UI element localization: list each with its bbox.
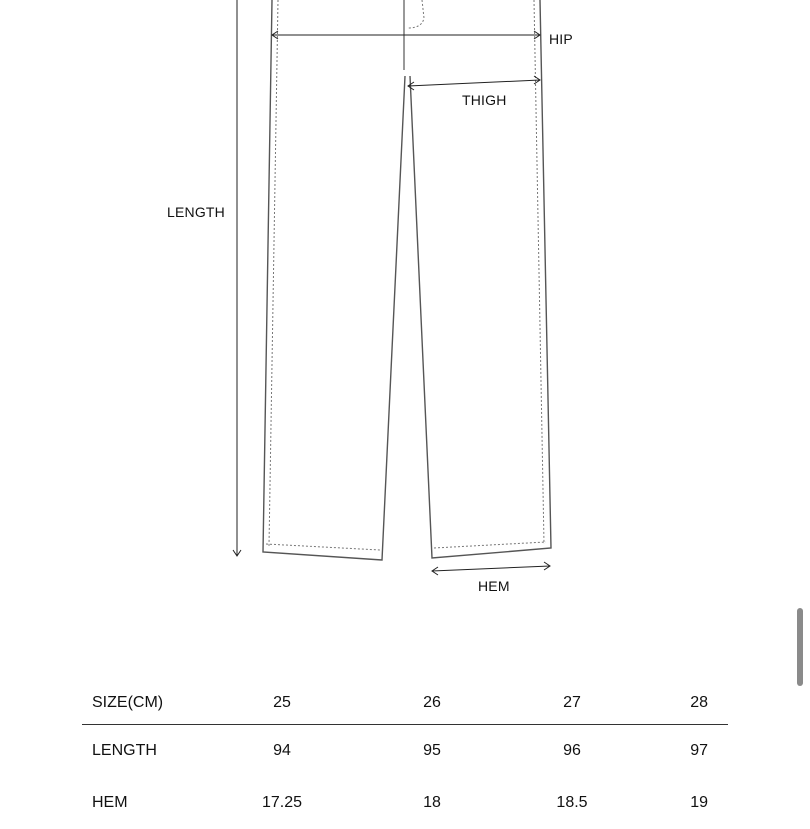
table-cell: 97 [690,742,708,759]
row-label: HEM [92,794,128,811]
thigh-arrow [408,76,540,90]
table-cell: 18 [423,794,441,811]
table-header-row [82,682,728,725]
table-cell: 95 [423,742,441,759]
length-arrow [233,0,241,556]
table-cell: 17.25 [261,794,303,811]
length-label: LENGTH [167,204,225,220]
scrollbar-thumb[interactable] [797,608,803,686]
table-cell: 96 [563,742,581,759]
header-cell: 27 [542,682,602,725]
table-cell: 94 [273,742,291,759]
hip-label: HIP [549,31,573,47]
table-row [82,725,728,778]
hem-arrow [432,562,550,575]
header-cell: SIZE(CM) [82,682,242,725]
size-chart-table [82,682,728,829]
header-cell: 26 [322,682,542,725]
header-cell: 28 [602,682,728,725]
table-row [82,777,728,829]
header-cell: 25 [242,682,322,725]
row-label: LENGTH [92,742,157,759]
thigh-label: THIGH [462,92,507,108]
table-cell: 19 [690,794,708,811]
table-cell: 18.5 [556,794,588,811]
hem-label: HEM [478,578,510,594]
hip-arrow [272,31,540,39]
